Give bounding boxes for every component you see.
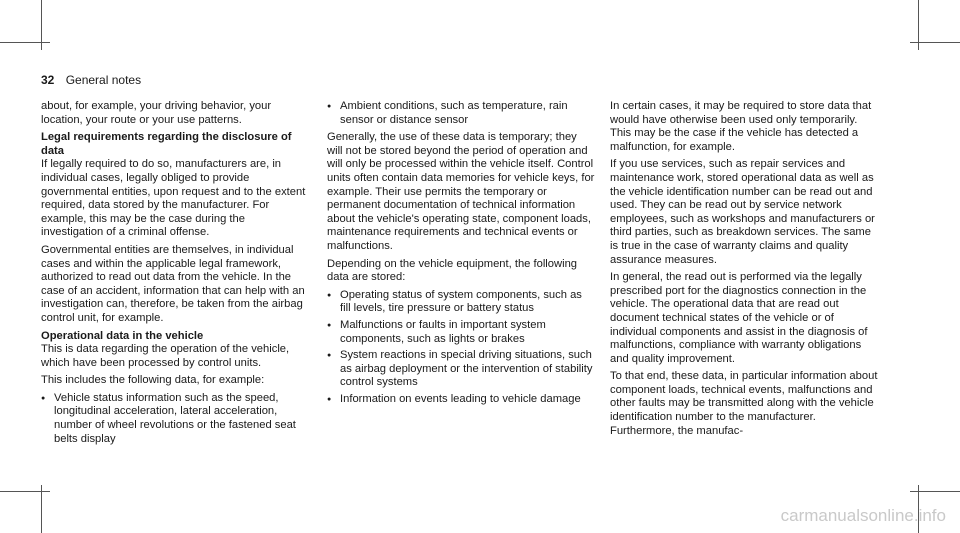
depending-paragraph: Depending on the vehicle equipment, the following data are stored: bbox=[327, 257, 578, 284]
paragraph: To that end, these data, in particular information about component loads, technical events, malfunctions and other faults may be transmitted along with the vehicle identification number to the manufacturer. Furthermore, the manufac- bbox=[610, 370, 878, 437]
operational-paragraph: This is data regarding the operation of the vehicle, which have been processed by control units. bbox=[41, 343, 290, 369]
list-item: ● Information on events leading to vehicle damage bbox=[327, 393, 595, 407]
watermark: carmanualsonline.info bbox=[780, 506, 946, 525]
heading-operational-data: Operational data in the vehicle bbox=[41, 329, 204, 342]
generally-paragraph: Generally, the use of these data is temporary; they will not be stored beyond the period of operation and will only be processed within the vehicle itself. Control units often contain data memories for vehicle keys, for example. Their use permits the temporary or permanent documentation of technical information about the vehicle's operating state, component loads, maintenance requirements and technical events or malfunctions. bbox=[327, 131, 595, 252]
list-item: ● Malfunctions or faults in important system components, such as lights or brakes bbox=[327, 319, 595, 346]
column-2 bbox=[327, 100, 595, 410]
heading-legal-requirements: Legal requirements regarding the disclosure of data bbox=[41, 131, 292, 157]
section-title: General notes bbox=[65, 73, 142, 87]
list-item: ● Vehicle status information such as the speed, longitudinal acceleration, lateral acceleration, number of wheel revolutions or the fastened seat belts display bbox=[41, 392, 309, 446]
list-item: ● Ambient conditions, such as temperature, rain sensor or distance sensor bbox=[327, 100, 595, 127]
crop-mark bbox=[910, 42, 960, 43]
includes-paragraph: This includes the following data, for example: bbox=[41, 374, 265, 387]
bullet-list bbox=[327, 289, 595, 407]
paragraph: In certain cases, it may be required to store data that would have otherwise been used only temporarily. This may be the case if the vehicle has detected a malfunction, for example. bbox=[610, 100, 872, 153]
intro-paragraph: about, for example, your driving behavior, your location, your route or your use patterns. bbox=[41, 100, 272, 126]
paragraph: If you use services, such as repair services and maintenance work, stored operational data as well as the vehicle identification number can be read out and used. They can be read out by service network employees, such as workshops and manufacturers or third parties, such as breakdown services. The same is true in the case of warranty claims and quality assurance measures. bbox=[610, 158, 875, 266]
page-number: 32 bbox=[41, 73, 55, 87]
list-item: ● Operating status of system components, such as fill levels, tire pressure or battery status bbox=[327, 289, 595, 316]
bullet-list bbox=[41, 392, 309, 446]
legal-paragraph: If legally required to do so, manufacturers are, in individual cases, legally obliged to provide governmental entities, upon request and to the extent required, data stored by the manufacturer. For example, this may be the case during the investigation of a criminal offense. bbox=[41, 158, 306, 239]
crop-mark bbox=[41, 485, 42, 533]
governmental-paragraph: Governmental entities are themselves, in individual cases and within the applicable legal framework, authorized to read out data from the vehicle. In the case of an accident, information that can help with an investigation can, therefore, be taken from the airbag control unit, for example. bbox=[41, 243, 305, 324]
list-item: ● System reactions in special driving situations, such as airbag deployment or the intervention of stability control systems bbox=[327, 349, 595, 390]
crop-mark bbox=[0, 491, 50, 492]
crop-mark bbox=[0, 42, 50, 43]
page-header bbox=[41, 73, 141, 87]
paragraph: In general, the read out is performed via the legally prescribed port for the diagnostics connection in the vehicle. The operational data that are read out document technical states of the vehicle or of individual components and assist in the diagnosis of malfunctions, compliance with warranty obligations and quality improvement. bbox=[610, 271, 868, 365]
column-3 bbox=[610, 100, 878, 442]
bullet-list bbox=[327, 100, 595, 127]
column-1 bbox=[41, 100, 309, 450]
crop-mark bbox=[910, 491, 960, 492]
